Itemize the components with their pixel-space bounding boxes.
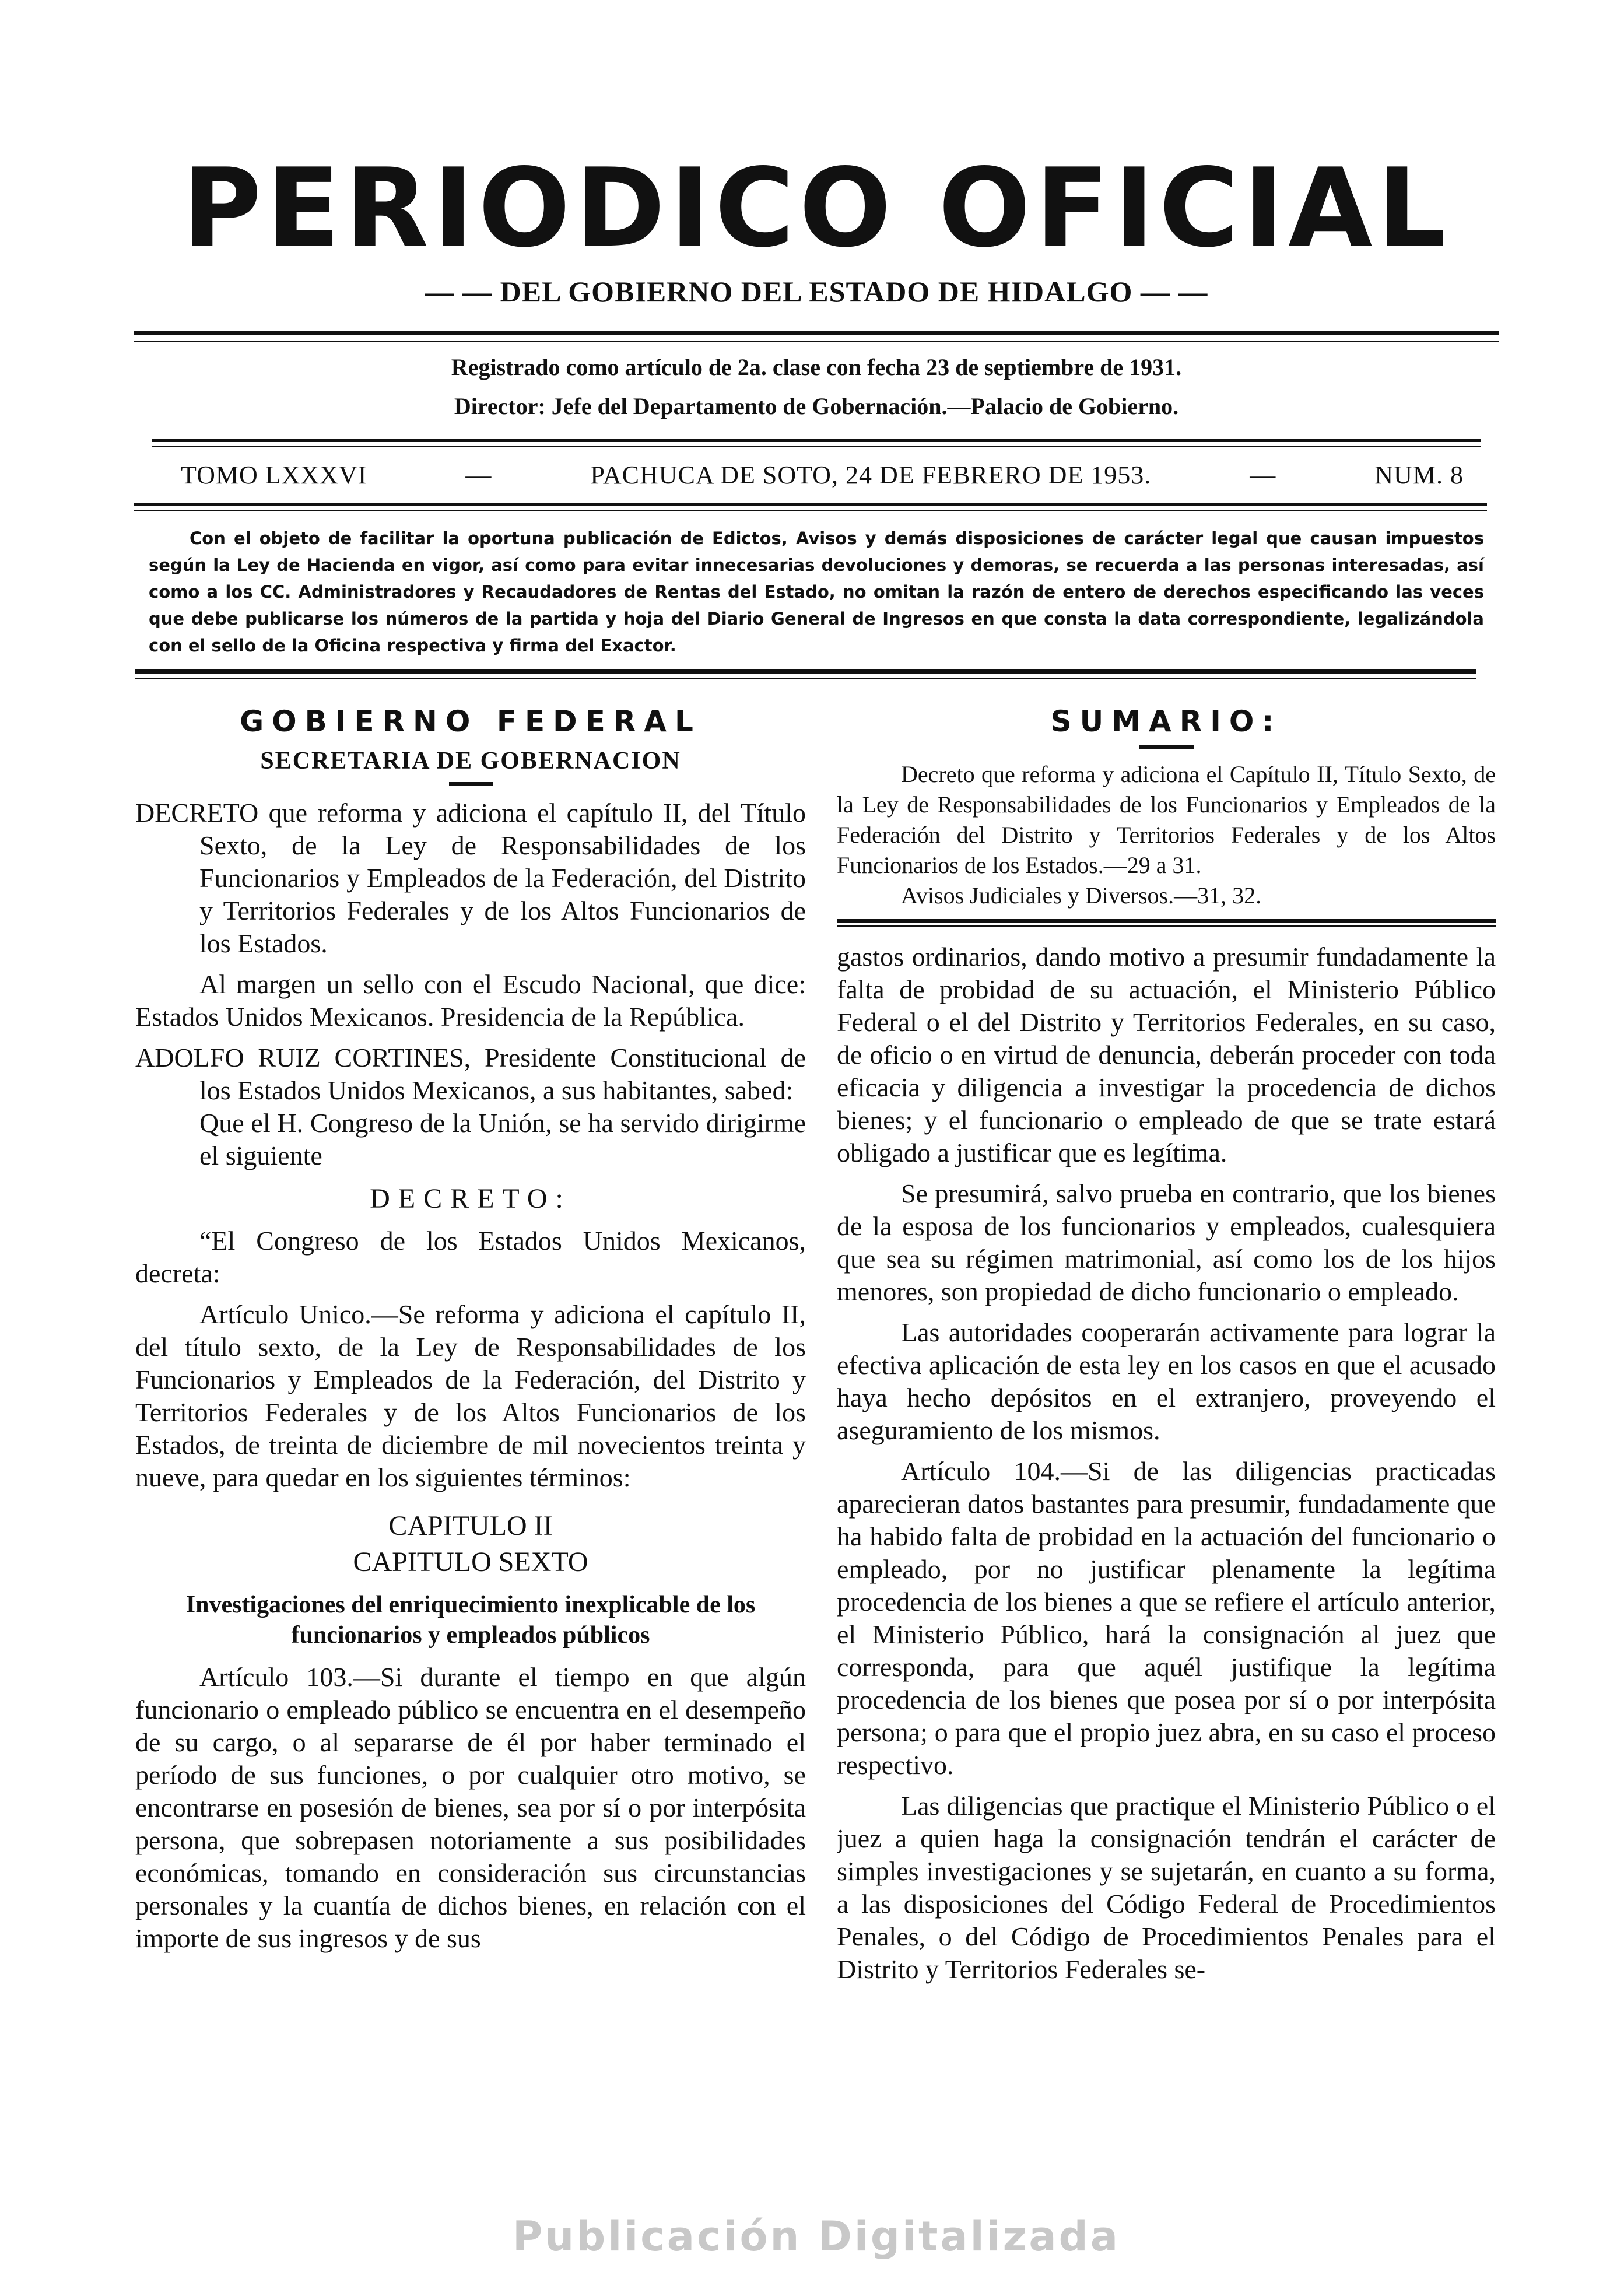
issue-number: NUM. 8 <box>1374 461 1464 489</box>
masthead-title: PERIODICO OFICIAL <box>182 153 1451 264</box>
sumario-item: Decreto que reforma y adiciona el Capítulo II, Título Sexto, de la Ley de Responsabilidades de los Funcionarios y Empleados de la Federación del Distrito y Territorios Federales y de los Altos Funcionarios de los Estados.—29 a 31. <box>837 761 1496 878</box>
director-line: Director: Jefe del Departamento de Gobernación.—Palacio de Gobierno. <box>454 393 1179 419</box>
tomo-label: TOMO LXXXVI <box>181 461 367 489</box>
diligencias-paragraph: Las diligencias que practique el Ministerio Público o el juez a quien haga la consignación tendrán el carácter de simples investigaciones y se sujetarán, en cuanto a su forma, a las disposiciones del Código Federal de Procedimientos Penales, o del Código de Procedimientos Penales para el Distrito y Territorios Federales se- <box>837 1791 1496 1984</box>
masthead-rule-thick <box>134 331 1499 335</box>
sumario-item: Avisos Judiciales y Diversos.—31, 32. <box>901 882 1262 909</box>
masthead-subtitle: — — DEL GOBIERNO DEL ESTADO DE HIDALGO — — <box>425 275 1208 308</box>
section-heading: Investigaciones del enriquecimiento inexplicable de los funcionarios y empleados públicos <box>185 1591 756 1649</box>
sumario-heading: SUMARIO: <box>1050 704 1282 738</box>
congress-paragraph: Que el H. Congreso de la Unión, se ha servido dirigirme el siguiente <box>199 1108 806 1170</box>
publication-notice: Con el objeto de facilitar la oportuna publicación de Edictos, Avisos y demás disposiciones de carácter legal que causan impuestos según la Ley de Hacienda en vigor, así como para evitar innecesarias devoluciones y demoras, se recuerda a las personas interesadas, así como a los CC. Administradores y Recaudadores de Rentas del Estado, no omitan la razón de entero de derechos especificando las veces que debe publicarse los números de la partida y hoja del Diario General de Ingresos en que consta la data correspondiente, legalizándola con el sello de la Oficina respectiva y firma del Exactor. <box>149 528 1484 655</box>
right-column <box>837 703 1496 2196</box>
gobierno-federal-heading: GOBIERNO FEDERAL <box>240 704 701 738</box>
continuation-paragraph: gastos ordinarios, dando motivo a presumir fundadamente la falta de probidad de su actuación, el Ministerio Público Federal o el del Distrito y Territorios Federales, en su caso, de oficio o en virtud de denuncia, deberán proceder con toda eficacia y diligencia a investigar la procedencia de dichos bienes; y el funcionario o empleado de que se trate estará obligado a justificar que es legítima. <box>837 942 1496 1167</box>
presumption-paragraph: Se presumirá, salvo prueba en contrario, que los bienes de la esposa de los funcionarios y empleados, cualesquiera que sea su régimen matrimonial, así como los de los hijos menores, son propiedad de dicho funcionario o empleado. <box>837 1179 1496 1306</box>
secretaria-heading: SECRETARIA DE GOBERNACION <box>260 748 681 774</box>
tomo-rule-bottom-thin <box>134 510 1487 511</box>
capitulo-sexto-heading: CAPITULO SEXTO <box>353 1547 588 1577</box>
seal-paragraph: Al margen un sello con el Escudo Nacional, que dice: Estados Unidos Mexicanos. Presidencia de la República. <box>135 969 806 1032</box>
place-date: PACHUCA DE SOTO, 24 DE FEBRERO DE 1953. <box>590 461 1152 489</box>
sumario-divider <box>1139 745 1194 749</box>
separator-dash: — <box>465 461 492 489</box>
separator-dash: — <box>1250 461 1276 489</box>
president-paragraph: ADOLFO RUIZ CORTINES, Presidente Constitucional de los Estados Unidos Mexicanos, a sus habitantes, sabed: <box>135 1043 806 1105</box>
masthead-rule-thin <box>134 341 1499 342</box>
registration-line: Registrado como artículo de 2a. clase con fecha 23 de septiembre de 1931. <box>451 354 1182 380</box>
issue-info-row <box>181 458 1464 493</box>
heading-divider <box>449 782 493 786</box>
tomo-rule-top-thin <box>152 446 1481 447</box>
sumario-rule-thin <box>837 925 1496 927</box>
congress-decrees: “El Congreso de los Estados Unidos Mexicanos, decreta: <box>135 1226 806 1288</box>
capitulo-ii-heading: CAPITULO II <box>388 1510 553 1541</box>
authorities-paragraph: Las autoridades cooperarán activamente para lograr la efectiva aplicación de esta ley en los casos en que el acusado haya hecho depósitos en el extranjero, proveyendo el aseguramiento de los mismos. <box>837 1317 1496 1445</box>
articulo-103: Artículo 103.—Si durante el tiempo en que algún funcionario o empleado público se encuentra en el desempeño de su cargo, o al separarse de él por haber terminado el período de sus funciones, o por cualquier otro motivo, se encontrarse en posesión de bienes, sea por sí o por interpósita persona, que sobrepasen notoriamente a sus posibilidades económicas, tomando en consideración sus circunstancias personales y la cuantía de dichos bienes, en relación con el importe de sus ingresos y de sus <box>135 1662 806 1953</box>
notice-rule-thick <box>135 669 1476 674</box>
decreto-heading: DECRETO: <box>370 1183 571 1214</box>
sumario-rule-thick <box>837 919 1496 923</box>
digitization-watermark: Publicación Digitalizada <box>513 2213 1120 2260</box>
tomo-rule-top-thick <box>152 439 1481 442</box>
articulo-unico: Artículo Unico.—Se reforma y adiciona el capítulo II, del título sexto, de la Ley de Responsabilidades de los Funcionarios y Empleados de la Federación, del Distrito y Territorios Federales y de los Altos Funcionarios de los Estados, de treinta de diciembre de mil novecientos treinta y nueve, para quedar en los siguientes términos: <box>135 1299 806 1492</box>
tomo-rule-bottom-thick <box>134 503 1487 506</box>
left-column <box>135 703 806 2196</box>
notice-rule-thin <box>135 678 1476 679</box>
articulo-104: Artículo 104.—Si de las diligencias practicadas aparecieran datos bastantes para presumir, fundadamente que ha habido falta de probidad en la actuación del funcionario o empleado, por no justificar plenamente la legítima procedencia de los bienes a que se refiere el artículo anterior, el Ministerio Público, hará la consignación al juez que corresponda, para que aquél justifique la legítima procedencia de los bienes que posea por sí o por interpósita persona; o para que el propio juez abra, en su caso el proceso respectivo. <box>837 1456 1496 1780</box>
decree-title: DECRETO que reforma y adiciona el capítulo II, del Título Sexto, de la Ley de Responsabilidades de los Funcionarios y Empleados de la Federación, del Distrito y Territorios Federales y de los Altos Funcionarios de los Estados. <box>135 798 806 958</box>
